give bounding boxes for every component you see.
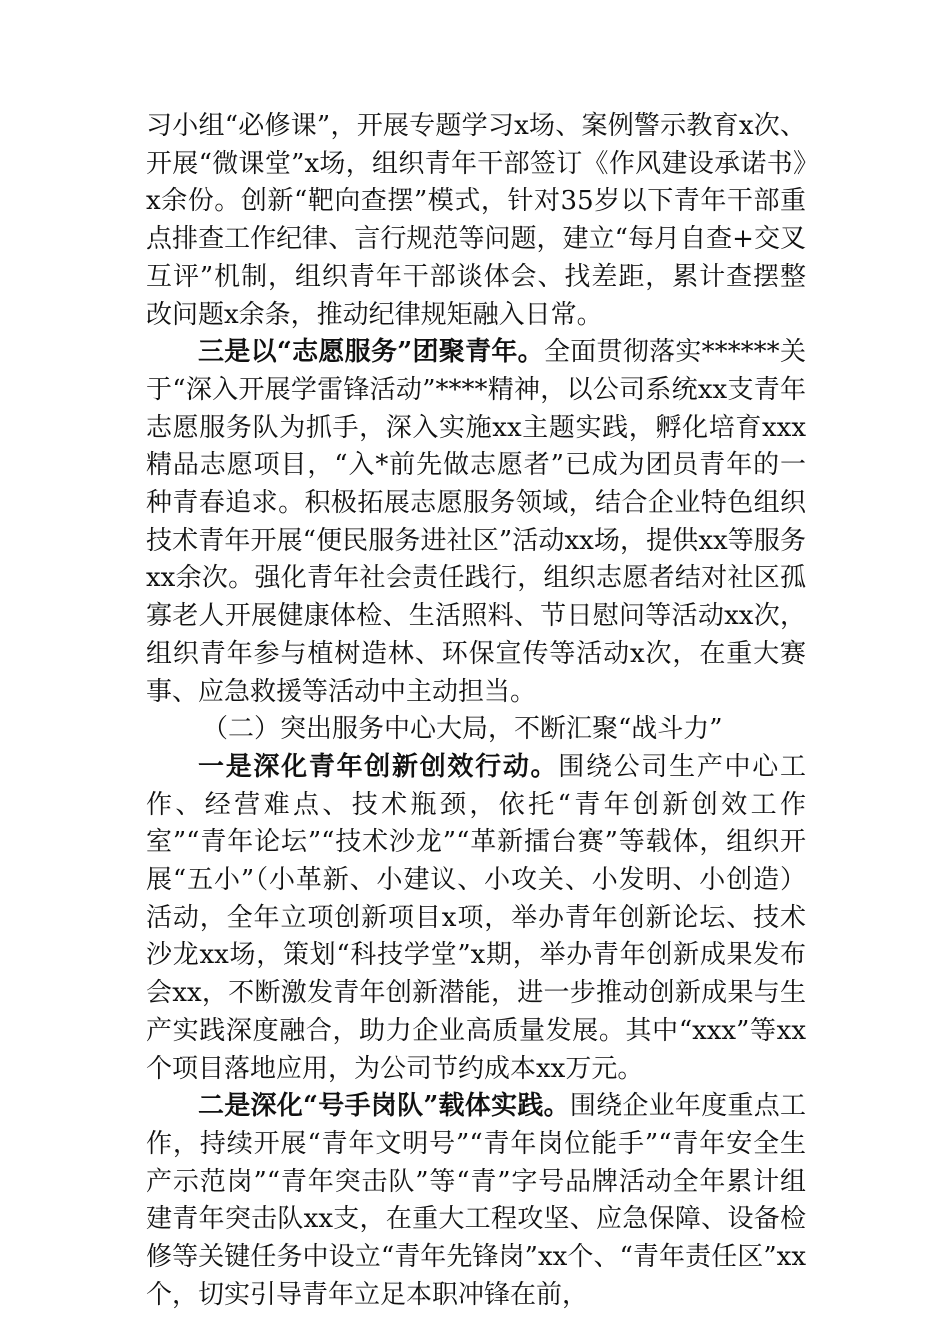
paragraph-innovation-body: 围绕公司生产中心工作、经营难点、技术瓶颈，依托“青年创新创效工作室”“青年论坛”“技术沙龙”“革新擂台赛”等载体，组织开展“五小”（小革新、小建议、小攻关、小发明、小创造）活动，全年立项创新项目x项，举办青年创新论坛、技术沙龙xx场，策划“科技学堂”x期，举办青年创新成果发布会xx，不断激发青年创新潜能，进一步推动创新成果与生产实践深度融合，助力企业高质量发展。其中“xxx”等xx个项目落地应用，为公司节约成本xx万元。 xyxy=(146,751,806,1084)
paragraph-youth-teams-body: 围绕企业年度重点工作，持续开展“青年文明号”“青年岗位能手”“青年安全生产示范岗”“青年突击队”等“青”字号品牌活动全年累计组建青年突击队xx支，在重大工程攻坚、应急保障、设备检修等关键任务中设立“青年先锋岗”xx个、“青年责任区”xx个，切实引导青年立足本职冲锋在前， xyxy=(146,1091,806,1310)
paragraph-volunteer-service-body: 全面贯彻落实******关于“深入开展学雷锋活动”****精神，以公司系统xx支青年志愿服务队为抓手，深入实施xx主题实践，孵化培育xxx精品志愿项目，“入*前先做志愿者”已成为团员青年的一种青春追求。积极拓展志愿服务领域，结合企业特色组织技术青年开展“便民服务进社区”活动xx场，提供xx等服务xx余次。强化青年社会责任践行，组织志愿者结对社区孤寡老人开展健康体检、生活照料、节日慰问等活动xx次，组织青年参与植树造林、环保宣传等活动x次，在重大赛事、应急救援等活动中主动担当。 xyxy=(146,337,806,707)
paragraph-youth-teams-lead: 二是深化“号手岗队”载体实践。 xyxy=(198,1091,570,1122)
paragraph-youth-teams xyxy=(146,1088,806,1314)
paragraph-innovation xyxy=(146,749,806,1088)
section-heading-2: （二）突出服务中心大局，不断汇聚“战斗力” xyxy=(202,714,723,745)
paragraph-innovation-lead: 一是深化青年创新创效行动。 xyxy=(198,751,559,782)
document-body xyxy=(146,108,806,1315)
paragraph-continued-text: 习小组“必修课”，开展专题学习x场、案例警示教育x次、开展“微课堂”x场，组织青年干部签订《作风建设承诺书》x余份。创新“靶向查摆”模式，针对35岁以下青年干部重点排查工作纪律、言行规范等问题，建立“每月自查+交叉互评”机制，组织青年干部谈体会、找差距，累计查摆整改问题x余条，推动纪律规矩融入日常。 xyxy=(146,111,806,330)
paragraph-volunteer-service xyxy=(146,334,806,711)
paragraph-continued xyxy=(146,108,806,334)
paragraph-volunteer-service-lead: 三是以“志愿服务”团聚青年。 xyxy=(198,337,544,368)
